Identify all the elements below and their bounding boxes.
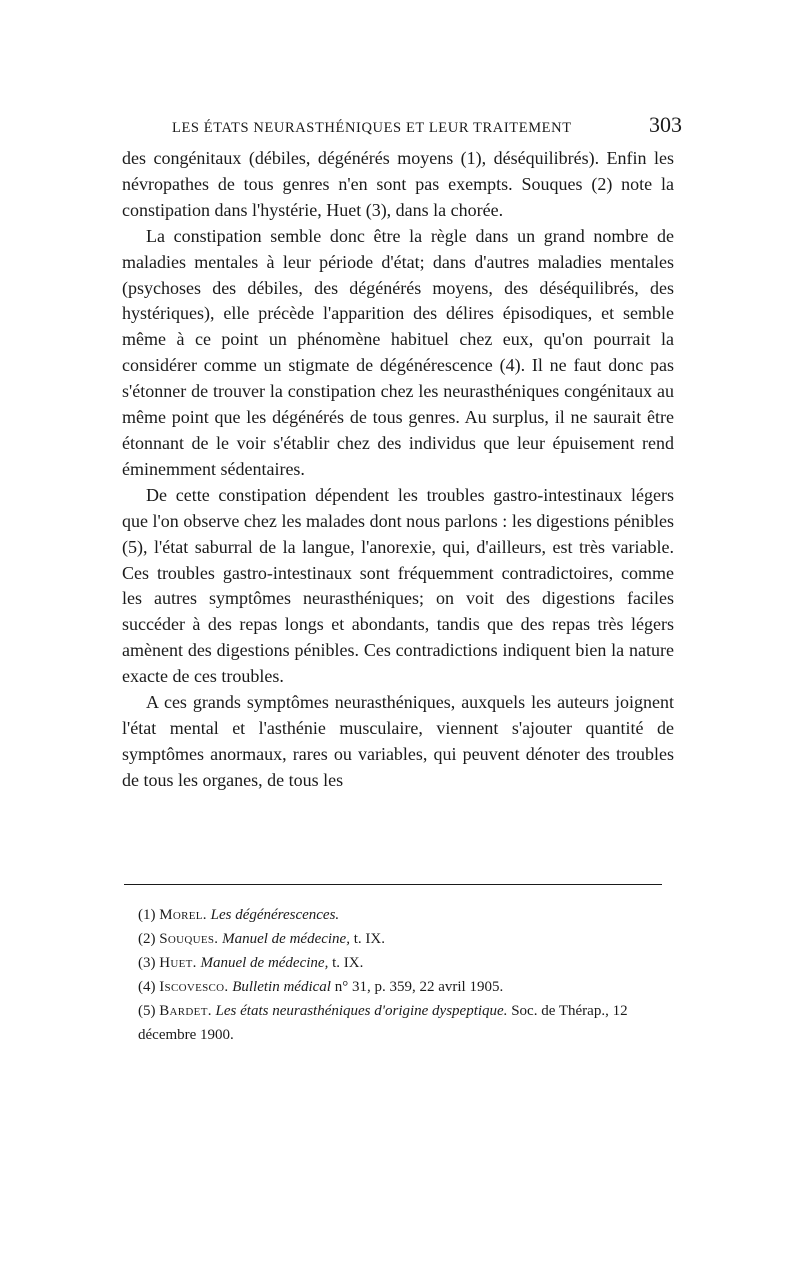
- footnote-author: Souques.: [159, 931, 219, 947]
- paragraph-3: De cette constipation dépendent les troubles gastro-intestinaux légers que l'on observe chez les malades dont nous parlons : les digestions pénibles (5), l'état saburral de la langue, l'anorexie, qui, d'ailleurs, est très variable. Ces troubles gastro-intestinaux sont fréquemment contradictoires, comme les autres symptômes neurasthéniques; on voit des digestions faciles succéder à des repas longs et abondants, tandis que des repas très légers amènent des digestions pénibles. Ces contradictions indiquent bien la nature exacte de ces troubles.: [122, 484, 674, 687]
- footnote-5: [124, 999, 676, 1047]
- footnote-title: Les dégénérescences.: [210, 907, 340, 923]
- paragraph-2: La constipation semble donc être la règle dans un grand nombre de maladies mentales à leur période d'état; dans d'autres maladies mentales (psychoses des débiles, des dégénérés moyens, des déséquilibrés, des hystériques), elle précède l'apparition des délires épisodiques, et semble même à ce point un phénomène habituel chez eux, qu'on pourrait la considérer comme un stigmate de dégénérescence (4). Il ne faut donc pas s'étonner de trouver la constipation chez les neurasthéniques congénitaux au même point que les dégénérés de tous genres. Au surplus, il ne saurait être étonnant de le voir s'établir chez des individus que leur épuisement rend éminemment sédentaires.: [122, 225, 674, 479]
- footnote-number: (3): [138, 955, 156, 971]
- footnote-number: (2): [138, 931, 156, 947]
- footnote-number: (4): [138, 979, 156, 995]
- footnote-2: [124, 927, 676, 951]
- footnote-title: Manuel de médecine,: [222, 931, 350, 947]
- running-head: LES ÉTATS NEURASTHÉNIQUES ET LEUR TRAITEMENT: [172, 120, 572, 136]
- footnote-rest: n° 31, p. 359, 22 avril 1905.: [334, 979, 504, 995]
- footnote-author: Iscovesco.: [159, 979, 229, 995]
- footnote-author: Morel.: [159, 907, 207, 923]
- page-header: [172, 112, 682, 138]
- page-number: 303: [649, 112, 682, 137]
- footnote-rest: t. IX.: [332, 955, 364, 971]
- paragraph-1: des congénitaux (débiles, dégénérés moyens (1), déséquilibrés). Enfin les névropathes de tous genres n'en sont pas exempts. Souques (2) note la constipation dans l'hystérie, Huet (3), dans la chorée.: [122, 148, 674, 220]
- footnote-3: [124, 951, 676, 975]
- body-text: [122, 146, 674, 794]
- footnote-divider: [124, 884, 662, 885]
- paragraph-4: A ces grands symptômes neurasthéniques, auxquels les auteurs joignent l'état mental et l'asthénie musculaire, viennent s'ajouter quantité de symptômes anormaux, rares ou variables, qui peuvent dénoter des troubles de tous les organes, de tous les: [122, 692, 674, 790]
- footnote-4: [124, 975, 676, 999]
- footnote-author: Huet.: [159, 955, 197, 971]
- footnotes: [124, 903, 676, 1047]
- footnote-title: Bulletin médical: [232, 979, 331, 995]
- footnote-1: [124, 903, 676, 927]
- footnote-title: Manuel de médecine,: [200, 955, 329, 971]
- footnote-rest: t. IX.: [353, 931, 385, 947]
- footnote-number: (1): [138, 907, 156, 923]
- footnote-title: Les états neurasthéniques d'origine dyspeptique.: [215, 1003, 508, 1019]
- footnote-number: (5): [138, 1003, 156, 1019]
- footnote-rest: Soc. de Thérap., 12 décembre 1900.: [138, 1003, 628, 1043]
- footnote-author: Bardet.: [159, 1003, 212, 1019]
